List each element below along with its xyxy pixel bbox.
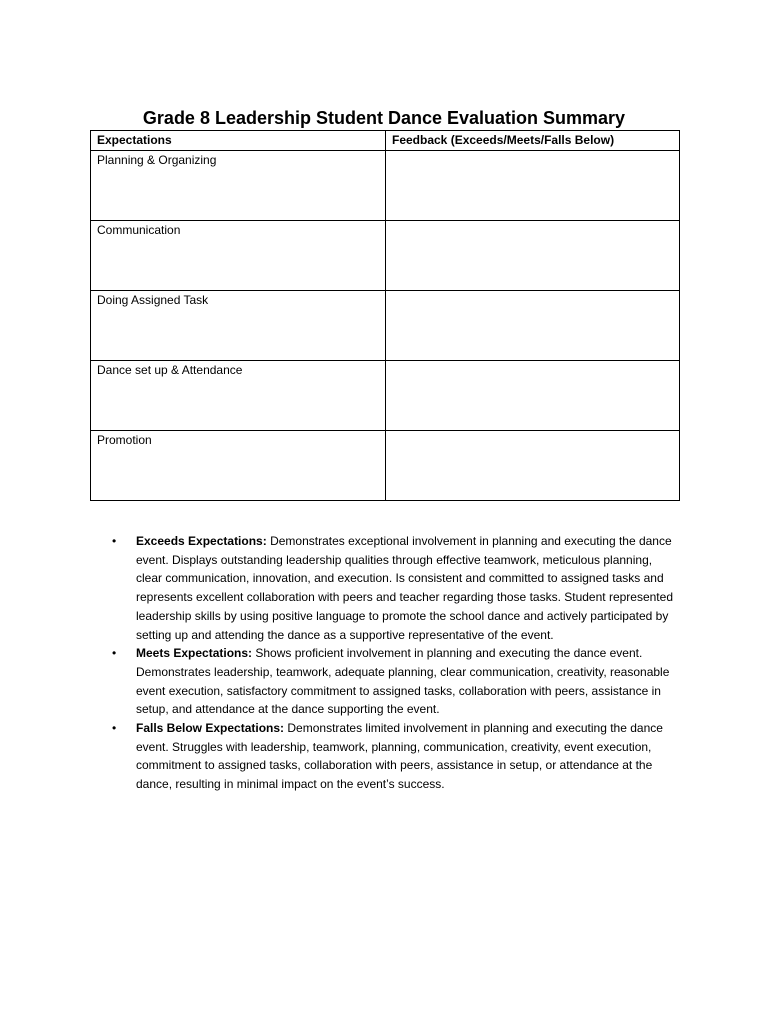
table-row (91, 431, 680, 501)
table-row (91, 291, 680, 361)
criteria-label: Falls Below Expectations: (136, 721, 285, 736)
table-row (91, 151, 680, 221)
feedback-column-header: Feedback (Exceeds/Meets/Falls Below) (386, 131, 680, 151)
expectation-cell: Promotion (91, 431, 386, 501)
expectation-cell: Planning & Organizing (91, 151, 386, 221)
criteria-description: Shows proficient involvement in planning and executing the dance event. Demonstrates leadership, teamwork, adequate planning, clear communication, creativity, reasonable event execution, satisfactory commitment to assigned tasks, collaboration with peers, assistance in setup, and attendance at the dance supporting the event. (136, 646, 670, 717)
criteria-list (90, 532, 680, 794)
feedback-cell[interactable] (386, 431, 680, 501)
criteria-item-exceeds (90, 532, 680, 644)
criteria-description: Demonstrates limited involvement in planning and executing the dance event. Struggles with leadership, teamwork, planning, communication, creativity, event execution, commitment to assigned tasks, collaboration with peers, assistance in setup, or attendance at the dance, resulting in minimal impact on the event’s success. (136, 721, 663, 792)
page-title: Grade 8 Leadership Student Dance Evaluation Summary (142, 108, 626, 129)
bullet-icon: • (112, 721, 117, 736)
expectation-cell: Dance set up & Attendance (91, 361, 386, 431)
table-row (91, 221, 680, 291)
feedback-cell[interactable] (386, 151, 680, 221)
criteria-item-meets (90, 644, 680, 719)
criteria-label: Meets Expectations: (136, 646, 253, 661)
feedback-cell[interactable] (386, 361, 680, 431)
feedback-cell[interactable] (386, 291, 680, 361)
expectations-column-header: Expectations (91, 131, 386, 151)
feedback-cell[interactable] (386, 221, 680, 291)
expectation-cell: Communication (91, 221, 386, 291)
evaluation-table (90, 130, 680, 501)
bullet-icon: • (112, 646, 117, 661)
criteria-label: Exceeds Expectations: (136, 534, 267, 548)
bullet-icon: • (112, 534, 117, 548)
expectation-cell: Doing Assigned Task (91, 291, 386, 361)
criteria-item-falls-below (90, 719, 680, 794)
criteria-description: Demonstrates exceptional involvement in planning and executing the dance event. Displays outstanding leadership qualities through effective teamwork, meticulous planning, clear communication, innovation, and execution. Is consistent and committed to assigned tasks and represents excellent collaboration with peers and teacher regarding those tasks. Student represented leadership skills by using positive language to promote the school dance and actively participated by setting up and attending the dance as a supportive representative of the event. (136, 534, 673, 642)
table-row (91, 361, 680, 431)
table-header-row (91, 131, 680, 151)
